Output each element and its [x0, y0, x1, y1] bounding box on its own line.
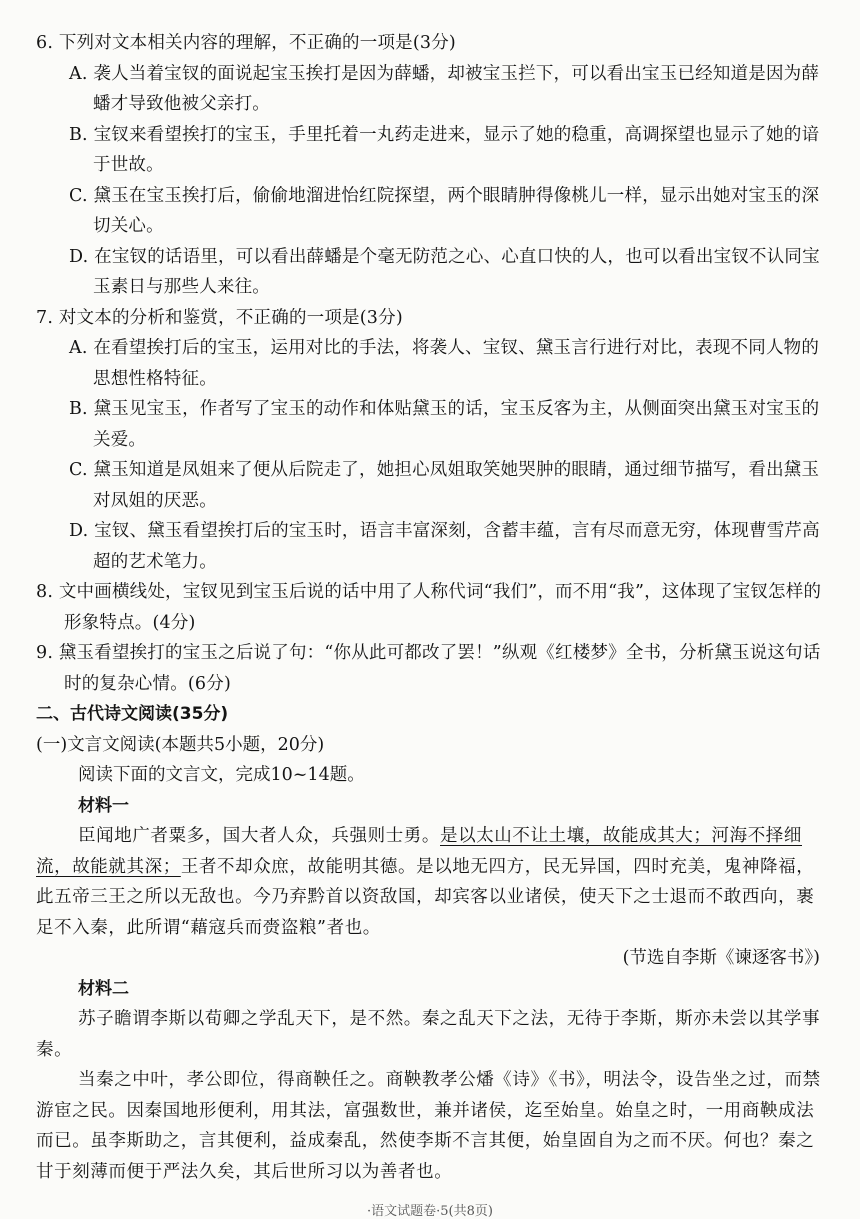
material-2-paragraph-2: 当秦之中叶，孝公即位，得商鞅任之。商鞅教孝公燔《诗》《书》，明法令，设告坐之过，而禁游宦之民。因秦国地形便利，用其法，富强数世，兼并诸侯，迄至始皇。始皇之时，一用商鞅成法而已。虽李斯助之，言其便利，益成秦乱，然使李斯不言其便，始皇固自为之而不厌。何也？秦之甘于刻薄而便于严法久矣，其后世所习以为善者也。: [36, 1070, 821, 1182]
question-6-option-d: D. 在宝钗的话语里，可以看出薛蟠是个毫无防范之心、心直口快的人，也可以看出宝钗不认同宝玉素日与那些人来往。: [69, 246, 820, 297]
material-2-paragraph-1: 苏子瞻谓李斯以荀卿之学乱天下，是不然。秦之乱天下之法，无待于李斯，斯亦未尝以其学事秦。: [36, 1009, 821, 1060]
question-7-option-c: C. 黛玉知道是凤姐来了便从后院走了，她担心凤姐取笑她哭肿的眼睛，通过细节描写，看出黛玉对凤姐的厌恶。: [69, 460, 820, 511]
question-6-option-c: C. 黛玉在宝玉挨打后，偷偷地溜进怡红院探望，两个眼睛肿得像桃儿一样，显示出她对宝玉的深切关心。: [69, 185, 820, 236]
question-9: 9. 黛玉看望挨打的宝玉之后说了句：“你从此可都改了罢！”纵观《红楼梦》全书，分析黛玉说这句话时的复杂心情。(6分): [36, 643, 821, 694]
reading-instruction: 阅读下面的文言文，完成10~14题。: [78, 765, 365, 785]
question-7-option-b: B. 黛玉见宝玉，作者写了宝玉的动作和体贴黛玉的话，宝玉反客为主，从侧面突出黛玉对宝玉的关爱。: [69, 399, 820, 450]
question-6-option-b: B. 宝钗来看望挨打的宝玉，手里托着一丸药走进来，显示了她的稳重，高调探望也显示了她的谙于世故。: [69, 124, 820, 175]
material-1-text-end: 王者不却众庶，故能明其德。是以地无四方，民无异国，四时充美，鬼神降福，此五帝三王之所以无敌也。今乃弃黔首以资敌国，却宾客以业诸侯，使天下之士退而不敢西向，裹足不入秦，此所谓“藉寇兵而赍盗粮”者也。: [36, 856, 815, 938]
section-heading: 二、古代诗文阅读(35分): [36, 704, 229, 724]
question-6-stem: 6. 下列对文本相关内容的理解，不正确的一项是(3分): [36, 33, 456, 53]
question-7-option-a: A. 在看望挨打后的宝玉，运用对比的手法，将袭人、宝钗、黛玉言行进行对比，表现不同人物的思想性格特征。: [69, 338, 820, 389]
material-2-title: 材料二: [78, 978, 129, 999]
subsection-heading: (一)文言文阅读(本题共5小题，20分): [36, 734, 325, 755]
question-7-option-d: D. 宝钗、黛玉看望挨打后的宝玉时，语言丰富深刻，含蓄丰蕴，言有尽而意无穷，体现曹雪芹高超的艺术笔力。: [69, 521, 820, 572]
question-8: 8. 文中画横线处，宝钗见到宝玉后说的话中用了人称代词“我们”，而不用“我”，这体现了宝钗怎样的形象特点。(4分): [36, 582, 822, 633]
material-1-title: 材料一: [78, 795, 129, 816]
material-1-text-start: 臣闻地广者粟多，国大者人众，兵强则士勇。: [78, 826, 440, 846]
question-6-option-a: A. 袭人当着宝钗的面说起宝玉挨打是因为薛蟠，却被宝玉拦下，可以看出宝玉已经知道是因为薛蟠才导致他被父亲打。: [69, 63, 820, 114]
material-1-underlined-text: 是以太山不让土壤，故能成其大；河海不择细流，故能就其深；: [36, 826, 802, 877]
material-1-source: (节选自李斯《谏逐客书》): [622, 948, 820, 968]
question-7-stem: 7. 对文本的分析和鉴赏，不正确的一项是(3分): [36, 307, 403, 328]
page-footer: ·语文试题卷·5(共8页): [367, 1204, 493, 1219]
material-1-paragraph: [36, 821, 824, 943]
